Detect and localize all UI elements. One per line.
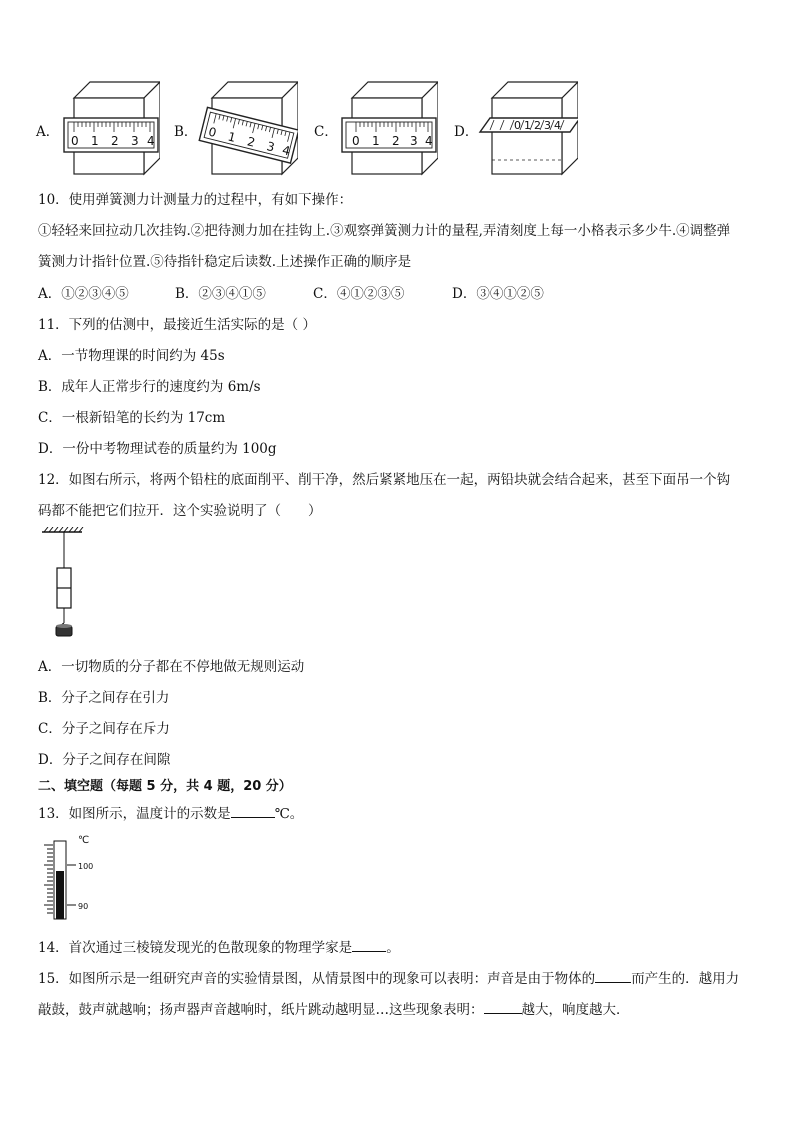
thermometer-scale <box>40 835 80 921</box>
section-title: 二、填空题（每题 5 分，共 4 题，20 分） <box>38 779 292 794</box>
q15-line1-before: 15．如图所示是一组研究声音的实验情景图，从情景图中的现象可以表明：声音是由于物体的 <box>38 971 596 987</box>
q9-option-d <box>448 80 583 176</box>
q15-line2 <box>38 998 630 1018</box>
q9-option-b <box>168 80 303 176</box>
ruler-block-figure-d <box>478 80 578 176</box>
q10-stem: 10．使用弹簧测力计测量力的过程中，有如下操作： <box>38 192 353 208</box>
q10-text-line2: 簧测力计指针位置.⑤待指针稳定后读数.上述操作正确的顺序是 <box>38 254 412 270</box>
q12-option-c: C．分子之间存在斥力 <box>38 721 170 737</box>
q15-line1 <box>38 967 739 987</box>
thermometer-unit: ℃ <box>78 835 90 846</box>
ruler-tick-label: 0 <box>71 134 79 148</box>
ruler-tick-label: 4 <box>147 134 155 148</box>
q10-option-d: D．③④①②⑤ <box>452 286 544 302</box>
ruler-tick-label: 1 <box>524 119 531 132</box>
option-label: D． <box>454 124 479 140</box>
answer-blank[interactable] <box>352 938 386 953</box>
ruler-tick-label: 0 <box>207 124 218 141</box>
q13-stem-before: 13．如图所示，温度计的示数是 <box>38 806 231 822</box>
q12-option-a: A．一切物质的分子都在不停地做无规则运动 <box>38 659 305 675</box>
ruler-tick-label: 1 <box>372 134 380 148</box>
q10-text-line1: ①轻轻来回拉动几次挂钩.②把待测力加在挂钩上.③观察弹簧测力计的量程,弄清刻度上每一小格表示多少牛.④调整弹 <box>38 223 731 239</box>
thermometer-tick-90: 90 <box>78 902 89 911</box>
option-label: C． <box>314 124 338 140</box>
thermometer-figure <box>40 835 100 921</box>
q11-stem: 11．下列的估测中，最接近生活实际的是（ ） <box>38 317 316 333</box>
ruler-tick-label: 2 <box>245 134 257 150</box>
q14-stem <box>38 936 400 956</box>
q15-line2-before: 敲鼓，鼓声就越响；扬声器声音越响时，纸片跳动越明显…这些现象表明： <box>38 1002 484 1018</box>
q15-line1-after: 而产生的．越用力 <box>631 971 740 987</box>
ruler-tick-label: 0 <box>514 119 521 132</box>
ruler-tick-label: 2 <box>534 119 541 132</box>
ruler-tick-label: 1 <box>91 134 99 148</box>
q15-line2-after: 越大，响度越大． <box>521 1002 630 1018</box>
ruler-tick-label: 2 <box>111 134 119 148</box>
q12-option-b: B．分子之间存在引力 <box>38 690 170 706</box>
q11-option-b: B．成年人正常步行的速度约为 6m/s <box>38 379 261 395</box>
q11-option-d: D．一份中考物理试卷的质量约为 100g <box>38 441 277 457</box>
ruler-tick-label: 3 <box>544 119 551 132</box>
q14-stem-before: 14．首次通过三棱镜发现光的色散现象的物理学家是 <box>38 940 353 956</box>
q12-option-d: D．分子之间存在间隙 <box>38 752 171 768</box>
ruler-tick-label: 4 <box>554 119 561 132</box>
ruler-tick-label: 0 <box>352 134 360 148</box>
ruler-block-figure-c <box>338 80 438 176</box>
q10-option-b: B．②③④①⑤ <box>175 286 266 302</box>
q9-option-a <box>30 80 165 176</box>
ruler-tick-label: 3 <box>131 134 139 148</box>
q10-option-c: C．④①②③⑤ <box>313 286 405 302</box>
option-label: B． <box>174 124 198 140</box>
ruler-tick-label: 1 <box>226 129 238 145</box>
q12-stem-line1: 12．如图右所示，将两个铅柱的底面削平、削干净，然后紧紧地压在一起，两铅块就会结合起来，甚至下面吊一个钩 <box>38 472 731 488</box>
q9-option-c <box>308 80 443 176</box>
answer-blank[interactable] <box>231 804 275 819</box>
lead-cylinders-figure <box>40 527 88 642</box>
thermometer-tick-100: 100 <box>78 862 94 871</box>
q12-stem-line2: 码都不能把它们拉开．这个实验说明了（ ） <box>38 503 322 519</box>
q13-stem-after: ℃。 <box>274 806 304 822</box>
q11-option-a: A．一节物理课的时间约为 45s <box>38 348 225 364</box>
ruler-block-figure-b <box>198 80 298 176</box>
ruler-tick-label: 2 <box>392 134 400 148</box>
q9-figures <box>30 80 590 176</box>
q10-option-a: A．①②③④⑤ <box>38 286 129 302</box>
q13-stem <box>38 802 303 822</box>
ruler-block-figure-a <box>60 80 160 176</box>
q11-option-c: C．一根新铅笔的长约为 17cm <box>38 410 226 426</box>
ruler-tick-label: 4 <box>280 142 292 159</box>
ruler-tick-label: 4 <box>425 134 433 148</box>
answer-blank[interactable] <box>595 969 631 984</box>
option-label: A． <box>36 124 60 140</box>
answer-blank[interactable] <box>484 1000 522 1015</box>
ruler-tick-label: 3 <box>410 134 418 148</box>
q14-stem-after: 。 <box>386 940 400 956</box>
ruler-tick-label: 3 <box>265 139 277 155</box>
